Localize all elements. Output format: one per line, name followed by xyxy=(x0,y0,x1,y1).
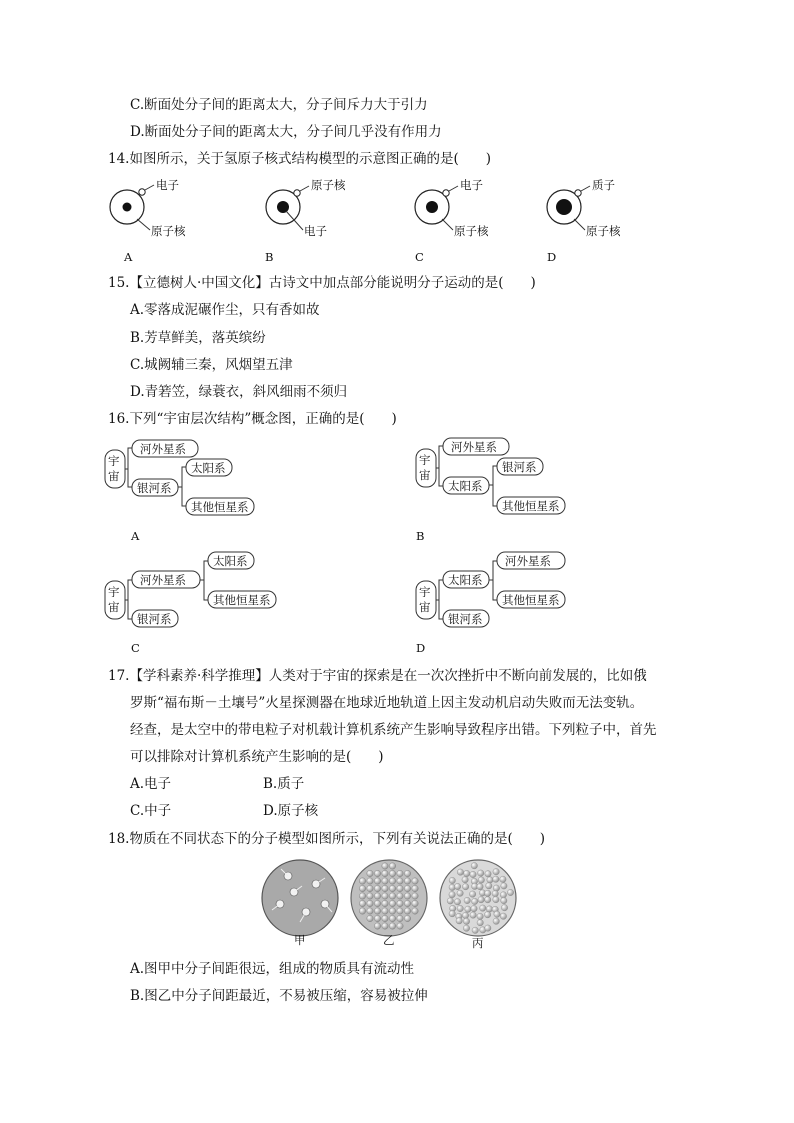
molecule-dot xyxy=(454,899,460,905)
q17-option-b: B.质子 xyxy=(263,776,305,792)
molecule-dot xyxy=(367,915,373,921)
molecule-dot xyxy=(359,900,365,906)
molecule-dot xyxy=(397,900,403,906)
molecule-dot xyxy=(464,897,470,903)
q17-stem-line2: 罗斯“福布斯－土壤号”火星探测器在地球近地轨道上因主发动机启动失败而无法变轨。 xyxy=(130,695,644,711)
molecule-dot xyxy=(478,870,484,876)
atom-c-electron-label: 电子 xyxy=(460,178,483,192)
molecule-dot xyxy=(457,890,463,896)
molecule-dot xyxy=(480,905,486,911)
svg-text:宙: 宙 xyxy=(419,468,431,482)
molecule-dot xyxy=(404,878,410,884)
molecule-dot xyxy=(486,883,492,889)
molecule-dot xyxy=(487,877,493,883)
molecule-dot xyxy=(500,913,506,919)
q17-stem-line4: 可以排除对计算机系统产生影响的是( ) xyxy=(130,749,384,765)
molecule-dot xyxy=(397,908,403,914)
molecule-dot xyxy=(389,900,395,906)
molecule-dot xyxy=(463,925,469,931)
molecule-dot xyxy=(463,918,469,924)
molecule-dot xyxy=(374,915,380,921)
model-bing-liquid xyxy=(440,860,516,936)
map-b-universe: 宇 xyxy=(419,453,431,467)
q18-molecule-models xyxy=(0,856,794,956)
molecule-dot xyxy=(374,893,380,899)
q16-concept-maps xyxy=(0,430,794,660)
molecule-dot xyxy=(404,893,410,899)
molecule-dot xyxy=(389,915,395,921)
map-a-sub1: 太阳系 xyxy=(191,461,226,475)
molecule-dot xyxy=(404,915,410,921)
q17-option-c: C.中子 xyxy=(130,803,172,819)
molecule-dot xyxy=(485,871,491,877)
molecule-dot xyxy=(389,923,395,929)
q15-option-a: A.零落成泥碾作尘，只有香如故 xyxy=(130,302,320,318)
map-d-sub1: 河外星系 xyxy=(505,554,551,568)
molecule-dot xyxy=(501,883,507,889)
map-d-sub2: 其他恒星系 xyxy=(502,593,560,607)
svg-text:宙: 宙 xyxy=(108,600,120,614)
q18-option-b: B.图乙中分子间距最近，不易被压缩，容易被拉伸 xyxy=(130,988,428,1004)
molecule-dot xyxy=(367,900,373,906)
caption-bing: 丙 xyxy=(472,936,484,950)
q15-option-b: B.芳草鲜美，落英缤纷 xyxy=(130,330,266,346)
molecule-dot xyxy=(478,897,484,903)
molecule-dot xyxy=(500,892,506,898)
q17-stem-line3: 经查，是太空中的带电粒子对机载计算机系统产生影响导致程序出错。下列粒子中，首先 xyxy=(130,722,657,738)
map-c-mid: 河外星系 xyxy=(140,573,186,587)
molecule-dot xyxy=(382,908,388,914)
molecule-dot xyxy=(389,885,395,891)
q18-stem: 18.物质在不同状态下的分子模型如图所示，下列有关说法正确的是( ) xyxy=(108,831,546,847)
map-d-mid: 太阳系 xyxy=(448,573,483,587)
map-d-letter: D xyxy=(416,641,426,655)
molecule-dot xyxy=(359,885,365,891)
atom-a-electron-label: 电子 xyxy=(156,178,179,192)
map-b-top: 河外星系 xyxy=(451,440,497,454)
molecule-dot xyxy=(397,885,403,891)
molecule-dot xyxy=(397,893,403,899)
molecule-dot xyxy=(397,915,403,921)
map-b-mid: 太阳系 xyxy=(448,479,483,493)
molecule-dot xyxy=(374,870,380,876)
molecule-dot xyxy=(374,900,380,906)
molecule-dot xyxy=(457,869,463,875)
molecule-dot xyxy=(501,905,507,911)
molecule-dot xyxy=(412,885,418,891)
molecule-dot xyxy=(471,905,477,911)
molecule-dot xyxy=(389,863,395,869)
q14-stem: 14.如图所示，关于氢原子核式结构模型的示意图正确的是( ) xyxy=(108,151,492,167)
molecule-dot xyxy=(493,896,499,902)
molecule-dot xyxy=(485,890,491,896)
concept-map-a xyxy=(105,440,254,543)
molecule-dot xyxy=(359,908,365,914)
map-c-letter: C xyxy=(131,641,140,655)
map-a-letter: A xyxy=(131,529,140,543)
molecule-dot xyxy=(359,893,365,899)
molecule-dot xyxy=(404,870,410,876)
map-d-bottom: 银河系 xyxy=(448,612,483,626)
molecule-dot xyxy=(507,889,513,895)
molecule-dot xyxy=(493,885,499,891)
map-b-letter: B xyxy=(416,529,425,543)
molecule-dot xyxy=(397,923,403,929)
molecule-dot xyxy=(493,918,499,924)
molecule-dot xyxy=(471,863,477,869)
molecule-dot xyxy=(477,883,483,889)
molecule-dot xyxy=(469,891,475,897)
molecule-dot xyxy=(412,900,418,906)
molecule-dot xyxy=(397,870,403,876)
molecule-dot xyxy=(454,883,460,889)
q13-option-c: C.断面处分子间的距离太大，分子间斥力大于引力 xyxy=(130,97,428,113)
molecule-dot xyxy=(382,863,388,869)
molecule-dot xyxy=(462,912,468,918)
molecule-dot xyxy=(462,877,468,883)
molecule-dot xyxy=(449,891,455,897)
molecule-dot xyxy=(484,912,490,918)
molecule-dot xyxy=(367,893,373,899)
molecule-dot xyxy=(374,908,380,914)
atom-d-letter: D xyxy=(547,250,557,264)
molecule-dot xyxy=(493,869,499,875)
molecule-dot xyxy=(412,908,418,914)
molecule-dot xyxy=(382,870,388,876)
molecule-dot xyxy=(472,898,478,904)
molecule-dot xyxy=(447,898,453,904)
atom-b-electron-label: 电子 xyxy=(304,224,327,238)
molecule-dot xyxy=(382,915,388,921)
map-c-universe: 宇 xyxy=(108,585,120,599)
molecule-dot xyxy=(494,911,500,917)
molecule-dot xyxy=(374,878,380,884)
atom-diagram-c xyxy=(415,178,489,238)
molecule-dot xyxy=(477,913,483,919)
molecule-dot xyxy=(470,912,476,918)
atom-c-letter: C xyxy=(415,250,424,264)
molecule-dot xyxy=(367,870,373,876)
molecule-dot xyxy=(374,923,380,929)
atom-d-nucleus-label: 原子核 xyxy=(586,224,621,238)
q17-option-d: D.原子核 xyxy=(263,803,319,819)
atom-b-letter: B xyxy=(265,250,274,264)
map-c-sub2: 其他恒星系 xyxy=(213,593,271,607)
atom-diagram-b xyxy=(266,178,346,238)
concept-map-b xyxy=(416,438,565,543)
molecule-dot xyxy=(470,871,476,877)
molecule-dot xyxy=(486,906,492,912)
svg-text:宙: 宙 xyxy=(108,469,120,483)
molecule-dot xyxy=(382,885,388,891)
q17-option-a: A.电子 xyxy=(130,776,172,792)
molecule-dot xyxy=(359,878,365,884)
molecule-dot xyxy=(389,893,395,899)
molecule-dot xyxy=(464,870,470,876)
molecule-dot xyxy=(382,878,388,884)
molecule-dot xyxy=(367,908,373,914)
atom-diagram-a xyxy=(110,178,186,238)
concept-map-c xyxy=(105,552,276,655)
molecule-dot xyxy=(485,925,491,931)
atom-diagram-d xyxy=(547,178,621,238)
map-a-top: 河外星系 xyxy=(140,442,186,456)
svg-text:宙: 宙 xyxy=(419,600,431,614)
atom-d-proton-label: 质子 xyxy=(592,178,615,192)
map-b-sub2: 其他恒星系 xyxy=(502,499,560,513)
molecule-dot xyxy=(501,897,507,903)
map-a-sub2: 其他恒星系 xyxy=(191,500,249,514)
map-b-sub1: 银河系 xyxy=(502,460,537,474)
atom-a-nucleus-label: 原子核 xyxy=(151,224,186,238)
atom-a-letter: A xyxy=(124,250,133,264)
molecule-dot xyxy=(449,877,455,883)
molecule-dot xyxy=(367,878,373,884)
molecule-dot xyxy=(382,900,388,906)
q15-option-d: D.青箬笠，绿蓑衣，斜风细雨不须归 xyxy=(130,384,348,400)
molecule-dot xyxy=(492,890,498,896)
molecule-dot xyxy=(404,885,410,891)
molecule-dot xyxy=(456,918,462,924)
q16-stem: 16.下列“宇宙层次结构”概念图，正确的是( ) xyxy=(108,411,397,427)
q17-stem-line1: 17.【学科素养·科学推理】人类对于宇宙的探索是在一次次挫折中不断向前发展的，比如俄 xyxy=(108,668,647,684)
molecule-dot xyxy=(382,893,388,899)
molecule-dot xyxy=(500,876,506,882)
molecule-dot xyxy=(404,900,410,906)
molecule-dot xyxy=(382,923,388,929)
molecule-dot xyxy=(462,884,468,890)
molecule-dot xyxy=(389,870,395,876)
q15-option-c: C.城阙辅三秦，风烟望五津 xyxy=(130,357,293,373)
molecule-dot xyxy=(485,897,491,903)
map-d-universe: 宇 xyxy=(419,585,431,599)
map-a-mid: 银河系 xyxy=(137,481,172,495)
molecule-dot xyxy=(449,911,455,917)
caption-jia: 甲 xyxy=(294,933,306,947)
molecule-dot xyxy=(404,908,410,914)
map-c-bottom: 银河系 xyxy=(137,612,172,626)
molecule-dot xyxy=(457,905,463,911)
molecule-dot xyxy=(478,877,484,883)
q13-option-d: D.断面处分子间的距离太大，分子间几乎没有作用力 xyxy=(130,124,442,140)
molecule-dot xyxy=(493,876,499,882)
caption-yi: 乙 xyxy=(383,933,395,947)
model-jia-gas xyxy=(262,860,338,936)
molecule-dot xyxy=(389,878,395,884)
q15-stem: 15.【立德树人·中国文化】古诗文中加点部分能说明分子运动的是( ) xyxy=(108,275,536,291)
molecule-dot xyxy=(374,885,380,891)
molecule-dot xyxy=(465,906,471,912)
atom-b-nucleus-label: 原子核 xyxy=(311,178,346,192)
molecule-dot xyxy=(472,927,478,933)
molecule-dot xyxy=(412,878,418,884)
molecule-dot xyxy=(389,908,395,914)
map-c-sub1: 太阳系 xyxy=(213,554,248,568)
q14-figures xyxy=(0,172,794,272)
concept-map-d xyxy=(416,552,565,655)
molecule-dot xyxy=(367,885,373,891)
model-yi-solid xyxy=(351,860,427,936)
molecule-dot xyxy=(477,920,483,926)
map-a-universe: 宇 xyxy=(108,454,120,468)
atom-c-nucleus-label: 原子核 xyxy=(454,224,489,238)
q18-option-a: A.图甲中分子间距很远，组成的物质具有流动性 xyxy=(130,961,415,977)
molecule-dot xyxy=(397,878,403,884)
molecule-dot xyxy=(412,893,418,899)
